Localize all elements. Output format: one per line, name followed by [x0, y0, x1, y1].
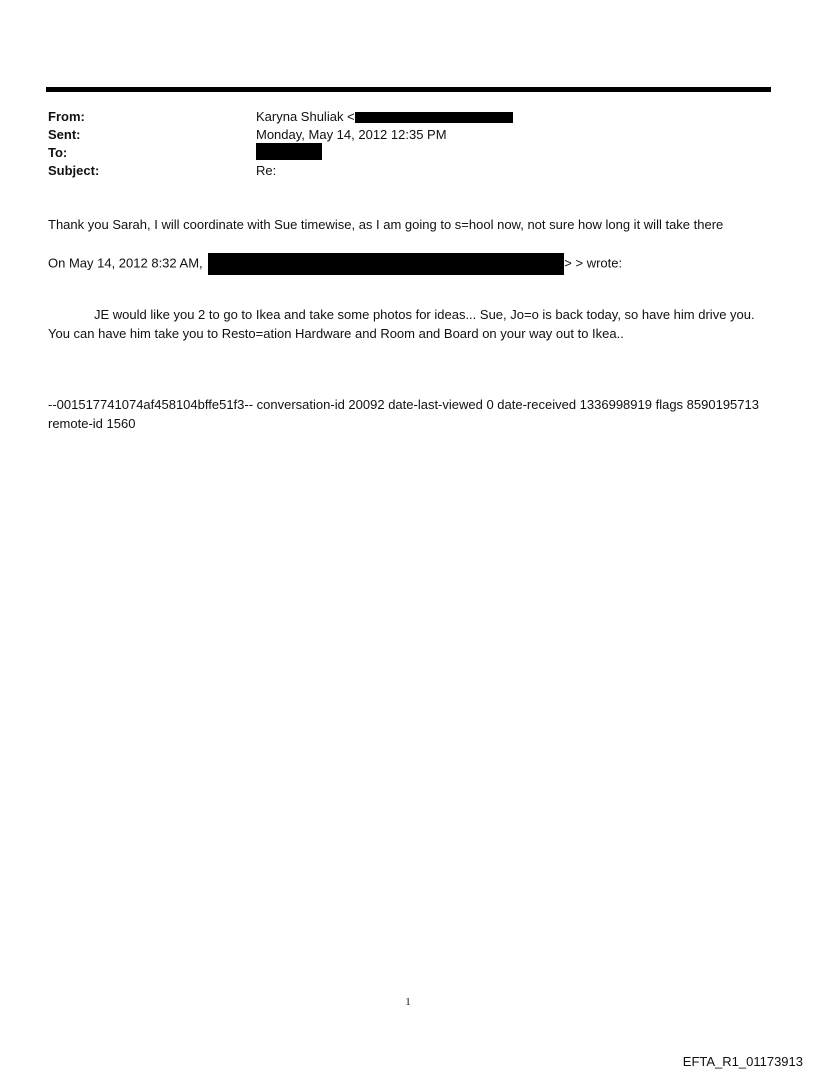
quote-sender-redaction	[208, 253, 564, 275]
reply-text: Thank you Sarah, I will coordinate with Sue timewise, as I am going to s=hool now, not sure how long it will take there	[48, 217, 724, 232]
from-sender: Karyna Shuliak <	[256, 109, 355, 124]
to-label: To:	[48, 145, 68, 160]
quote-intro	[48, 253, 622, 275]
message-metadata: --001517741074af458104bffe51f3-- conversation-id 20092 date-last-viewed 0 date-received 1336998919 flags 8590195713 remote-id 1560	[48, 397, 759, 431]
to-value	[256, 143, 322, 160]
to-redaction	[256, 143, 322, 160]
header-rule	[46, 87, 771, 92]
from-value	[256, 109, 513, 125]
quoted-message	[48, 305, 760, 343]
subject-label: Subject:	[48, 163, 100, 178]
document-id: EFTA_R1_01173913	[682, 1054, 803, 1069]
subject-value: Re:	[256, 163, 277, 178]
from-label: From:	[48, 109, 85, 124]
quote-intro-date: On May 14, 2012 8:32 AM,	[48, 255, 203, 271]
sent-label: Sent:	[48, 127, 81, 142]
sent-value: Monday, May 14, 2012 12:35 PM	[256, 127, 447, 142]
page-number: 1	[405, 996, 411, 1008]
quoted-message-text: JE would like you 2 to go to Ikea and take some photos for ideas... Sue, Jo=o is back today, so have him drive you. You can have him take you to Resto=ation Hardware and Room and Board on your way out to Ikea..	[48, 307, 755, 341]
from-email-redaction	[355, 112, 513, 123]
quote-intro-wrote: > > wrote:	[564, 255, 623, 271]
